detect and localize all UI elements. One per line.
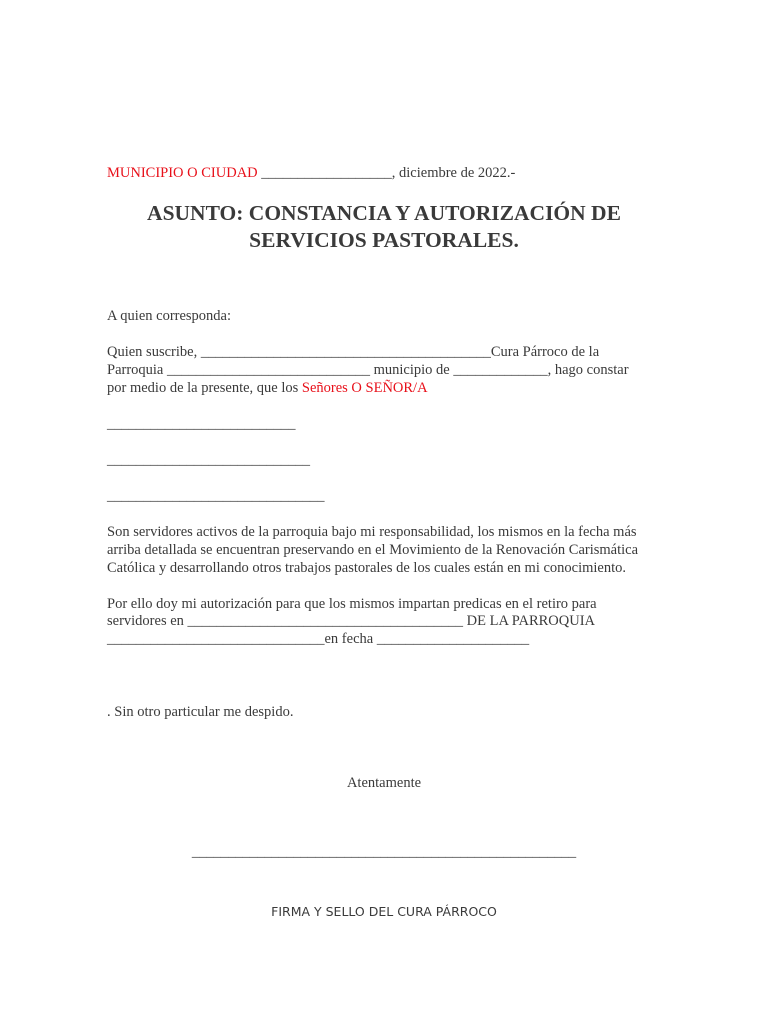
closing-text: . Sin otro particular me despido. — [107, 704, 294, 720]
place-date-line — [107, 164, 515, 182]
intro-line-2: Parroquia ____________________________ municipio de _____________, hago constar — [107, 362, 629, 378]
subject-title-line2: SERVICIOS PASTORALES. — [249, 228, 519, 252]
place-label: MUNICIPIO O CIUDAD — [107, 165, 258, 181]
body2-line-2: servidores en ______________________________________ DE LA PARROQUIA — [107, 613, 596, 629]
name-blank-2: ____________________________ — [107, 452, 310, 468]
regards-text: Atentamente — [346, 775, 422, 791]
intro-line-3-prefix: por medio de la presente, que los — [107, 380, 302, 396]
subject-title-line1: ASUNTO: CONSTANCIA Y AUTORIZACIÓN DE — [147, 201, 621, 225]
body2-line-3: ______________________________en fecha _____________________ — [107, 631, 530, 647]
date-text: , diciembre de 2022.- — [391, 165, 516, 181]
name-blank-1: __________________________ — [107, 416, 296, 432]
body1-line-3: Católica y desarrollando otros trabajos pastorales de los cuales están en mi conocimiento. — [107, 560, 627, 576]
greeting: A quien corresponda: — [107, 308, 232, 324]
place-blank: __________________ — [257, 165, 392, 181]
signature-label: FIRMA Y SELLO DEL CURA PÁRROCO — [271, 904, 497, 919]
name-blank-3: ______________________________ — [107, 488, 325, 504]
intro-line-3 — [107, 379, 428, 397]
body2-line-1: Por ello doy mi autorización para que los mismos impartan predicas en el retiro para — [107, 596, 597, 612]
intro-line-1: Quien suscribe, ________________________________________Cura Párroco de la — [107, 344, 600, 360]
persons-highlight: Señores O SEÑOR/A — [301, 380, 428, 396]
signature-line: _____________________________________________________ — [191, 844, 577, 860]
body1-line-2: arriba detallada se encuentran preservando en el Movimiento de la Renovación Carismática — [107, 542, 639, 558]
body1-line-1: Son servidores activos de la parroquia bajo mi responsabilidad, los mismos en la fecha más — [107, 524, 637, 540]
